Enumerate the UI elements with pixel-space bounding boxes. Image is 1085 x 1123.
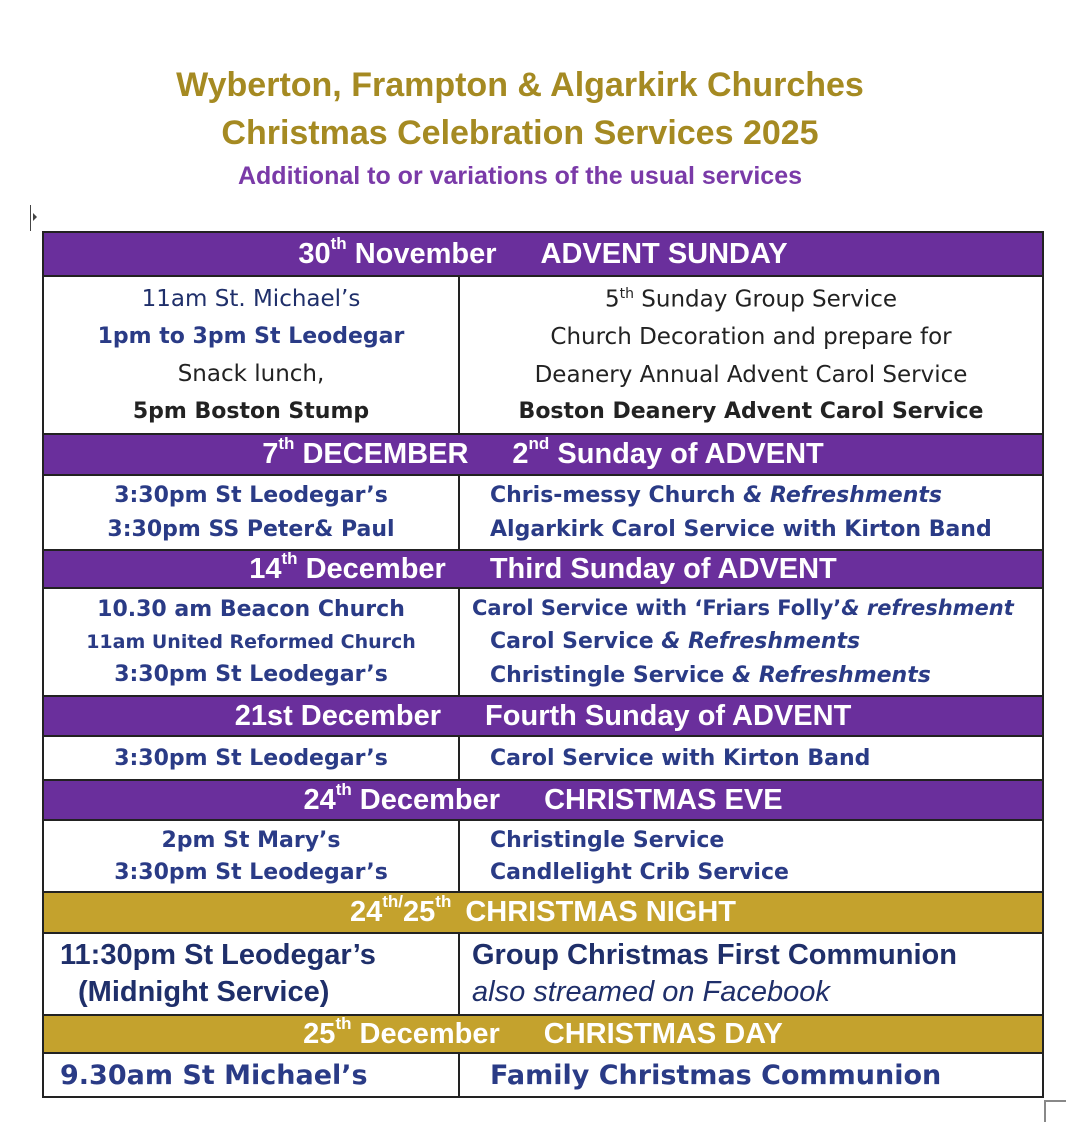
row-services (460, 821, 1042, 891)
section-name: 2nd Sunday of ADVENT (512, 434, 824, 470)
section-date: 21st December (234, 699, 442, 732)
service-time: 5pm Boston Stump (132, 399, 370, 424)
service-name: Christingle Service (490, 827, 725, 853)
service-name: Candlelight Crib Service (490, 859, 789, 885)
section-name: CHRISTMAS NIGHT (465, 896, 737, 928)
section-date: 14th December (249, 548, 446, 585)
service-name: Carol Service with Kirton Band (490, 745, 871, 771)
row-services (460, 277, 1042, 433)
table-row (44, 737, 1042, 781)
service-time: 3:30pm St Leodegar’s (114, 662, 388, 688)
service-name: Boston Deanery Advent Carol Service (518, 399, 984, 425)
section-header-fourth-sunday (44, 697, 1042, 737)
row-times (44, 821, 460, 891)
service-name: Family Christmas Communion (490, 1059, 942, 1091)
service-time: Snack lunch, (177, 361, 325, 387)
service-time: 3:30pm St Leodegar’s (114, 483, 388, 509)
section-name: Third Sunday of ADVENT (489, 552, 837, 585)
page-note: Additional to or variations of the usual services (237, 162, 802, 190)
table-row (44, 821, 1042, 893)
section-name: CHRISTMAS DAY (543, 1017, 783, 1050)
service-name: Carol Service with ‘Friars Folly’& refreshment (472, 596, 1014, 621)
service-time: 1pm to 3pm St Leodegar (97, 324, 405, 349)
row-services (460, 589, 1042, 695)
table-row (44, 476, 1042, 551)
table-row (44, 277, 1042, 435)
margin-marker-icon (30, 205, 39, 231)
service-name: Church Decoration and prepare for (550, 324, 952, 351)
section-name: CHRISTMAS EVE (544, 783, 783, 816)
service-name: Christingle Service & Refreshments (490, 662, 931, 688)
section-header-third-sunday (44, 548, 1042, 589)
section-header-christmas-eve (44, 781, 1042, 821)
section-header-advent-sunday (44, 233, 1042, 277)
service-time: 3:30pm SS Peter& Paul (107, 516, 395, 542)
table-row (44, 589, 1042, 697)
section-date: 30th November (298, 233, 497, 270)
service-time: 10.30 am Beacon Church (97, 596, 405, 622)
section-header-2nd-sunday (44, 435, 1042, 476)
page-subtitle: Christmas Celebration Services 2025 (221, 114, 819, 152)
row-times (44, 277, 460, 433)
service-time: 9.30am St Michael’s (60, 1059, 368, 1091)
page-corner-mark (1044, 1100, 1066, 1122)
service-time: 2pm St Mary’s (161, 827, 341, 853)
service-time: 11am United Reformed Church (86, 630, 416, 653)
section-date: 25th December (303, 1013, 500, 1050)
service-name: Deanery Annual Advent Carol Service (534, 361, 968, 388)
section-name: ADVENT SUNDAY (540, 237, 788, 270)
row-services (460, 1054, 1042, 1096)
section-header-christmas-night (44, 893, 1042, 934)
row-times (44, 476, 460, 549)
section-date: 7th DECEMBER (262, 434, 469, 470)
service-name: Carol Service & Refreshments (490, 628, 861, 654)
service-time: 3:30pm St Leodegar’s (114, 859, 388, 885)
service-name: Algarkirk Carol Service with Kirton Band (490, 516, 992, 542)
row-times (44, 1054, 460, 1096)
service-name: also streamed on Facebook (472, 976, 830, 1008)
service-time: 11:30pm St Leodegar’s (60, 939, 376, 971)
row-services (460, 737, 1042, 779)
section-date: 24th December (303, 779, 501, 816)
section-name: Fourth Sunday of ADVENT (485, 699, 852, 732)
section-date: $24^{th/}25th$ (349, 892, 452, 928)
page-title: Wyberton, Frampton & Algarkirk Churches (176, 66, 864, 104)
row-times (44, 737, 460, 779)
service-name: Group Christmas First Communion (472, 939, 957, 971)
row-times (44, 589, 460, 695)
service-time: 3:30pm St Leodegar’s (114, 745, 388, 771)
service-time: 11am St. Michael’s (141, 286, 361, 312)
table-row (44, 934, 1042, 1016)
service-name: Chris-messy Church & Refreshments (490, 483, 942, 509)
table-row (44, 1054, 1042, 1096)
row-services (460, 934, 1042, 1014)
section-header-christmas-day (44, 1013, 1042, 1054)
row-services (460, 476, 1042, 549)
service-name: 5th Sunday Group Service (604, 285, 898, 313)
services-table (42, 231, 1044, 1098)
row-times (44, 934, 460, 1014)
service-time: (Midnight Service) (78, 976, 330, 1008)
